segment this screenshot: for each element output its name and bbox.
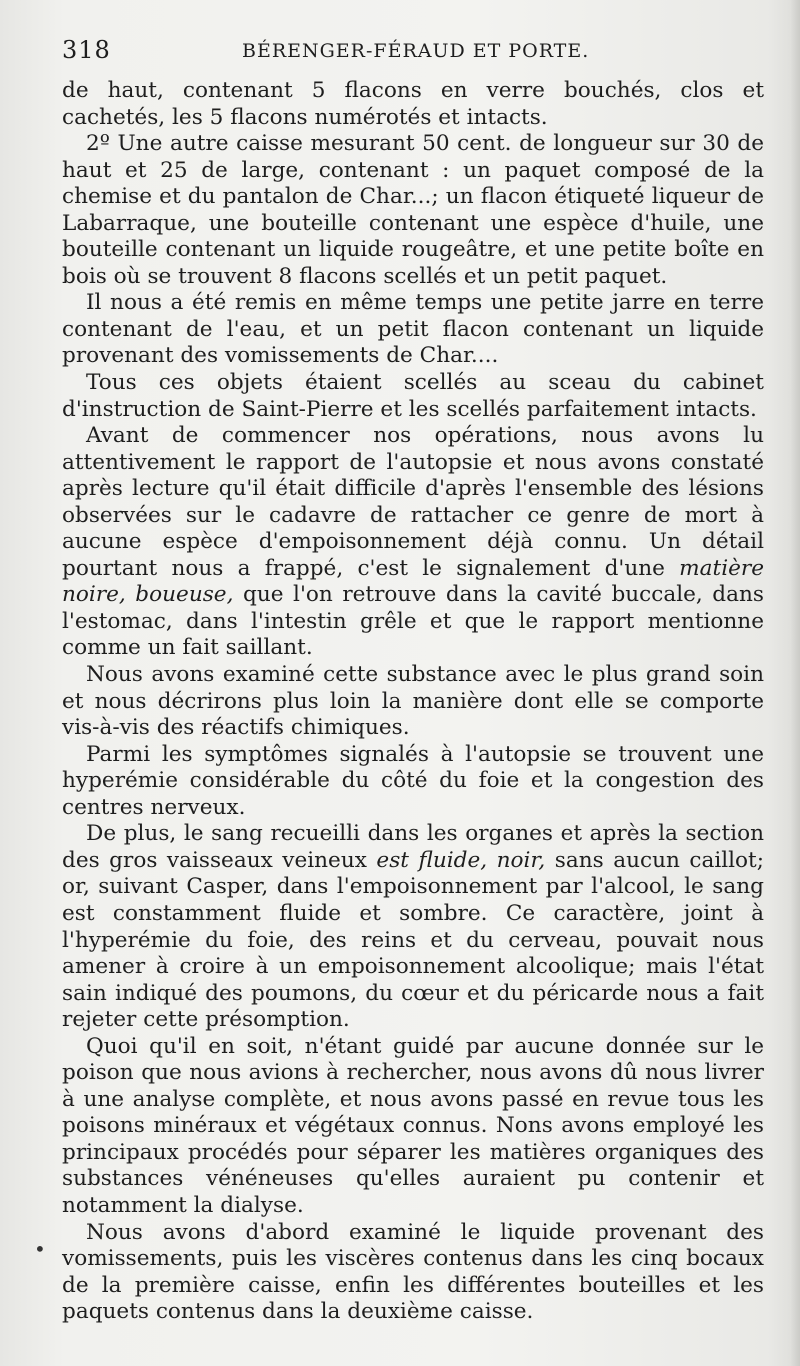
page-edge-shadow [790, 0, 800, 1366]
paragraph-8: De plus, le sang recueilli dans les organes et après la section des gros vaisseaux veineux est fluide, noir, sans aucun caillot; or, suivant Casper, dans l'empoisonnement par l'alcool, le sang est constamment fluide et sombre. Ce caractère, joint à l'hyperémie du foie, des reins et du cerveau, pouvait nous amener à croire à un empoisonnement alcoolique; mais l'état sain indiqué des poumons, du cœur et du péricarde nous a fait rejeter cette présomption. [62, 821, 765, 1033]
italic-phrase: matière noire, boueuse, [62, 555, 764, 608]
paragraph-4: Tous ces objets étaient scellés au sceau du cabinet d'instruction de Saint-Pierre et les scellés parfaitement intacts. [62, 370, 764, 422]
paragraph-9: Quoi qu'il en soit, n'étant guidé par aucune donnée sur le poison que nous avions à rechercher, nous avons dû nous livrer à une analyse complète, et nous avons passé en revue tous les poisons minéraux et végétaux connus. Nons avons employé les principaux procédés pour séparer les matières organiques des substances vénéneuses qu'elles auraient pu contenir et notamment la dialyse. [62, 1033, 764, 1218]
paragraph-2: 2º Une autre caisse mesurant 50 cent. de longueur sur 30 de haut et 25 de large, contenant : un paquet composé de la chemise et du pantalon de Char...; un flacon étiqueté liqueur de Labarraque, une bouteille contenant une espèce d'huile, une bouteille contenant un liquide rougeâtre, et une petite boîte en bois où se trouvent 8 flacons scellés et un petit paquet. [62, 131, 764, 289]
page-number: 318 [62, 36, 111, 64]
paragraph-1: de haut, contenant 5 flacons en verre bouchés, clos et cachetés, les 5 flacons numérotés et intacts. [62, 78, 764, 130]
paragraph-3: Il nous a été remis en même temps une petite jarre en terre contenant de l'eau, et un petit flacon contenant un liquide provenant des vomissements de Char.... [62, 290, 764, 369]
paragraph-5: Avant de commencer nos opérations, nous avons lu attentivement le rapport de l'autopsie et nous avons constaté après lecture qu'il était difficile d'après l'ensemble des lésions observées sur le cadavre de rattacher ce genre de mort à aucune espèce d'empoisonnement déjà connu. Un détail pourtant nous a frappé, c'est le signalement d'une matière noire, boueuse, que l'on retrouve dans la cavité buccale, dans l'estomac, dans l'intestin grêle et que le rapport mentionne comme un fait saillant. [62, 423, 764, 661]
italic-phrase: est fluide, noir, [376, 847, 546, 873]
paragraph-10: Nous avons d'abord examiné le liquide provenant des vomissements, puis les viscères contenus dans les cinq bocaux de la première caisse, enfin les différentes bouteilles et les paquets contenus dans la deuxième caisse. [62, 1219, 764, 1325]
page-header [62, 36, 760, 70]
margin-mark: • [34, 1237, 46, 1261]
running-title: BÉRENGER-FÉRAUD ET PORTE. [242, 40, 590, 62]
paragraph-6: Nous avons examiné cette substance avec le plus grand soin et nous décrirons plus loin la manière dont elle se comporte vis-à-vis des réactifs chimiques. [62, 662, 764, 741]
paragraph-7: Parmi les symptômes signalés à l'autopsie se trouvent une hyperémie considérable du côté du foie et la congestion des centres nerveux. [62, 741, 764, 820]
body-text [62, 78, 764, 1326]
